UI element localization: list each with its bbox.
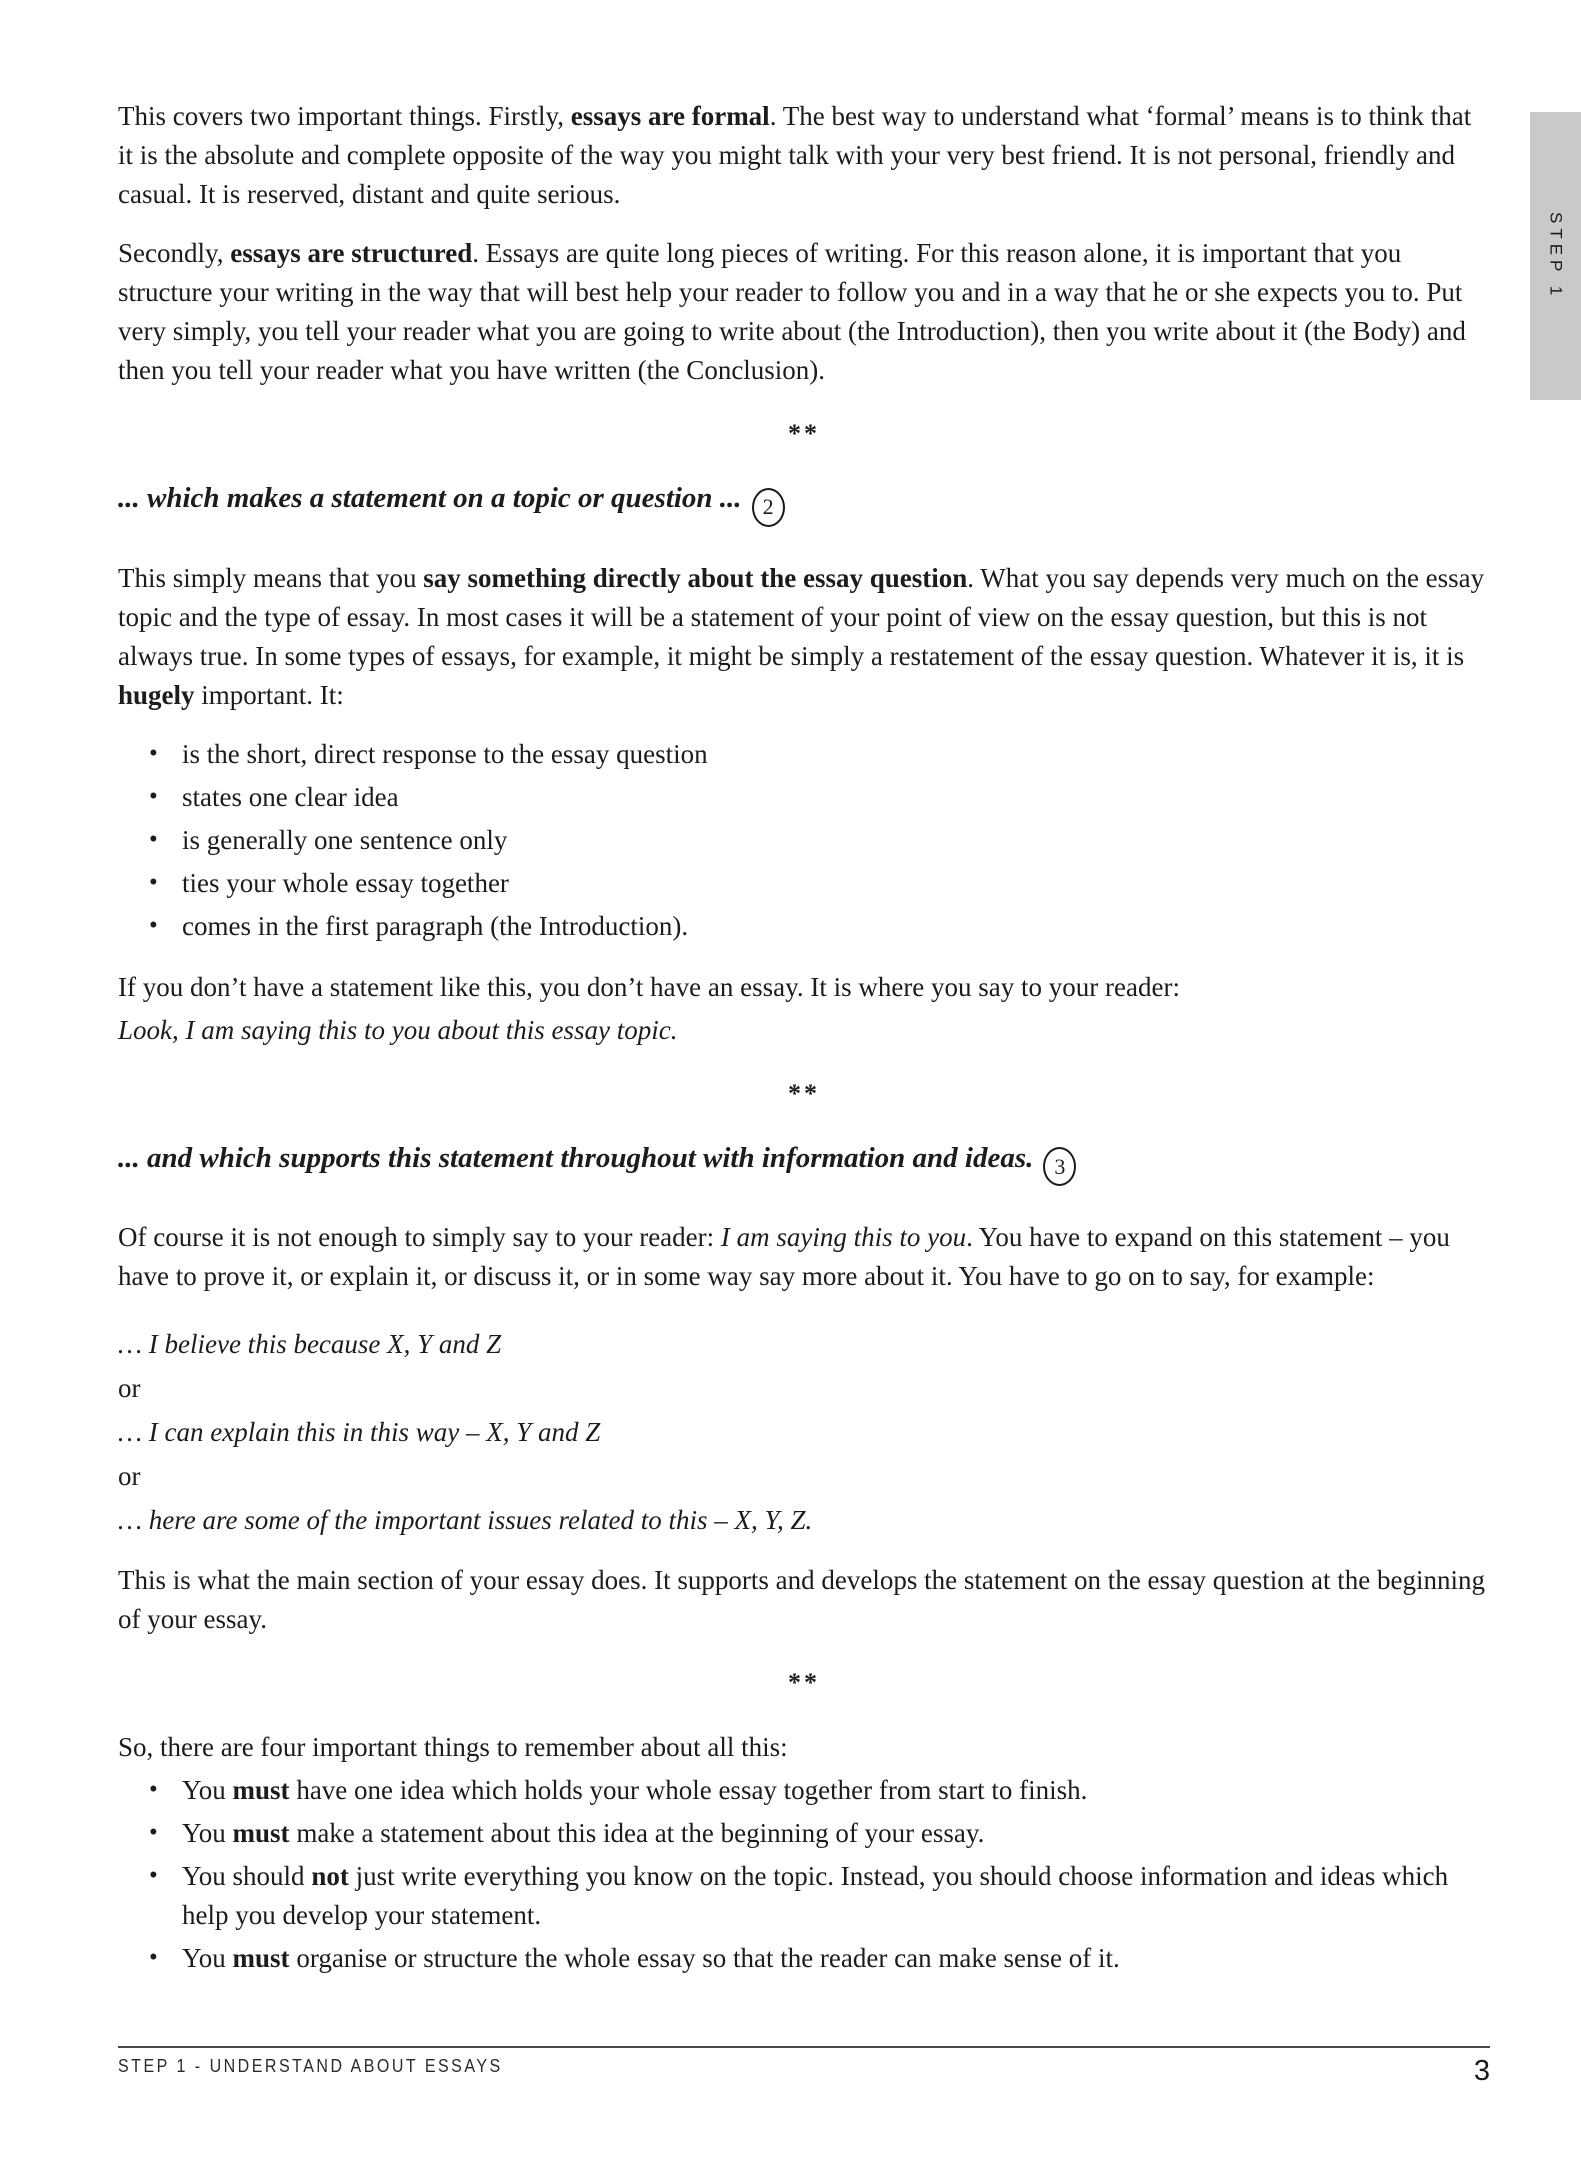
paragraph-statement-meaning: This simply means that you say something directly about the essay question. What you say depends very much on the essay topic and the type of essay. In most cases it will be a statement of your point of view on the essay question, but this is not always true. In some types of essays, for example, it might be simply a restatement of the essay question. Whatever it is, it is hugely important. It: (118, 562, 1485, 710)
heading-statement-text: ... which makes a statement on a topic or question ... (118, 482, 742, 514)
list-item: • comes in the first paragraph (the Introduction). (182, 907, 1490, 946)
list-item: • is the short, direct response to the essay question (182, 735, 1490, 774)
circled-number-3-icon: 3 (1043, 1147, 1076, 1186)
example-line: … here are some of the important issues related to this – X, Y, Z. (118, 1505, 813, 1535)
circled-number-2-icon: 2 (752, 488, 785, 527)
section-separator: ** (788, 419, 820, 448)
list-item: • states one clear idea (182, 778, 1490, 817)
paragraph-no-statement: If you don’t have a statement like this, you don’t have an essay. It is where you say to your reader: (118, 971, 1180, 1002)
example-line: … I believe this because X, Y and Z (118, 1329, 502, 1359)
bullet-list-remember (118, 1771, 1490, 1978)
list-item: • is generally one sentence only (182, 821, 1490, 860)
paragraph-essays-structured: Secondly, essays are structured. Essays are quite long pieces of writing. For this reason alone, it is important that you structure your writing in the way that will best help your reader to follow you and in a way that he or she expects you to. Put very simply, you tell your reader what you are going to write about (the Introduction), then you write about it (the Body) and then you tell your reader what you have written (the Conclusion). (118, 238, 1466, 385)
list-item: • You must have one idea which holds your whole essay together from start to finish. (182, 1771, 1490, 1810)
quote-essay-topic: Look, I am saying this to you about this essay topic. (118, 1014, 678, 1045)
bullet-list-statement-properties (118, 735, 1490, 946)
list-item: • You must organise or structure the whole essay so that the reader can make sense of it. (182, 1939, 1490, 1978)
paragraph-essays-formal: This covers two important things. Firstly, essays are formal. The best way to understand what ‘formal’ means is to think that it is the absolute and complete opposite of the way you might talk with your very best friend. It is not personal, friendly and casual. It is reserved, distant and quite serious. (118, 101, 1472, 209)
heading-supports (118, 1139, 1490, 1187)
example-line: … I can explain this in this way – X, Y and Z (118, 1417, 601, 1447)
example-line: or (118, 1373, 141, 1403)
list-item: • You must make a statement about this idea at the beginning of your essay. (182, 1814, 1490, 1853)
paragraph-four-things: So, there are four important things to remember about all this: (118, 1732, 788, 1762)
section-separator: ** (788, 1078, 820, 1108)
step-tab-label: STEP 1 (1546, 211, 1566, 301)
paragraph-main-section: This is what the main section of your essay does. It supports and develops the statement on the essay question at the beginning of your essay. (118, 1565, 1485, 1634)
list-item: • You should not just write everything you know on the topic. Instead, you should choose information and ideas which help you develop your statement. (182, 1857, 1490, 1935)
step-tab (1530, 112, 1581, 400)
example-line: or (118, 1461, 141, 1491)
list-item: • ties your whole essay together (182, 864, 1490, 903)
heading-supports-text: ... and which supports this statement throughout with information and ideas. (118, 1141, 1034, 1174)
section-separator: ** (788, 1668, 820, 1697)
heading-statement (118, 479, 1490, 527)
footer-section-label: STEP 1 - UNDERSTAND ABOUT ESSAYS (118, 2057, 503, 2077)
page-number: 3 (1473, 2055, 1490, 2087)
paragraph-expand-statement: Of course it is not enough to simply say to your reader: I am saying this to you. You have to expand on this statement – you have to prove it, or explain it, or discuss it, or in some way say more about it. You have to go on to say, for example: (118, 1222, 1450, 1291)
page-content (118, 0, 1490, 2000)
page-footer (118, 2046, 1490, 2086)
example-lines (118, 1325, 1490, 1540)
